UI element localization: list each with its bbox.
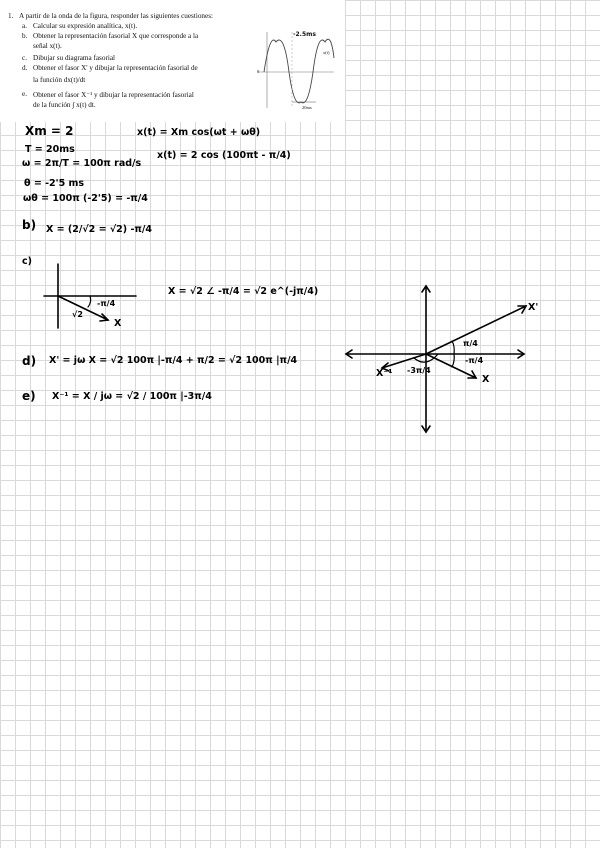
item-letter: b. — [22, 32, 28, 40]
item-letter: e. — [22, 90, 27, 98]
c-magnitude-label: √2 — [72, 310, 83, 319]
c-vector-label: X — [114, 318, 122, 329]
item-text: señal x(t). — [33, 42, 62, 50]
note-omega: ω = 2π/T = 100π rad/s — [22, 158, 142, 169]
diagram-x-label: X — [482, 374, 490, 385]
answer-e: X⁻¹ = X / jω = √2 / 100π |-3π/4 — [52, 391, 212, 402]
item-text: Obtener el fasor X' y dibujar la representación fasorial de — [33, 64, 198, 72]
item-text: de la función ∫ x(t) dt. — [33, 101, 96, 109]
note-period: T = 20ms — [25, 144, 75, 155]
item-text: Obtener el fasor X⁻¹ y dibujar la representación fasorial — [33, 91, 194, 99]
label-c: c) — [22, 256, 32, 267]
item-text: la función dx(t)/dt — [33, 76, 86, 84]
answer-d: X' = jω X = √2 100π |-π/4 + π/2 = √2 100π |π/4 — [49, 355, 298, 366]
note-omega-theta: ωθ = 100π (-2'5) = -π/4 — [23, 193, 148, 204]
label-b: b) — [22, 218, 37, 232]
item-text: Calcular su expresión analítica, x(t). — [33, 22, 138, 30]
diagram-pi4-label: π/4 — [463, 339, 478, 348]
item-letter: c. — [22, 54, 27, 62]
label-e: e) — [22, 389, 36, 403]
diagram-m3pi4-label: -3π/4 — [407, 366, 431, 375]
item-letter: d. — [22, 64, 28, 72]
figure-peak-label: -2.5ms — [293, 31, 316, 38]
problem-number: 1. — [8, 12, 14, 20]
diagram-xprime-label: X' — [528, 302, 539, 313]
waveform-figure — [256, 28, 336, 110]
diagram-xinv-label: X⁻¹ — [376, 368, 393, 379]
figure-y-label: x(t) — [323, 50, 330, 55]
problem-statement — [0, 0, 345, 122]
answer-c: X = √2 ∠ -π/4 = √2 e^(-jπ/4) — [168, 286, 319, 297]
note-xm: Xm = 2 — [25, 124, 74, 138]
note-theta: θ = -2'5 ms — [24, 178, 85, 189]
c-angle-label: -π/4 — [97, 299, 116, 308]
diagram-mpi4-label: -π/4 — [465, 356, 484, 365]
problem-intro: A partir de la onda de la figura, responder las siguientes cuestiones: — [19, 12, 214, 20]
note-xt-general: x(t) = Xm cos(ωt + ωθ) — [137, 127, 261, 138]
item-text: Dibujar su diagrama fasorial — [33, 54, 116, 62]
figure-zero-label: 0 — [257, 69, 260, 74]
note-xt-specific: x(t) = 2 cos (100πt - π/4) — [157, 150, 291, 161]
answer-b: X = (2/√2 = √2) -π/4 — [46, 224, 152, 235]
item-text: Obtener la representación fasorial X que corresponde a la — [33, 32, 199, 40]
label-d: d) — [22, 354, 37, 368]
figure-period-label: 20ms — [302, 105, 312, 110]
item-letter: a. — [22, 22, 27, 30]
sine-curve — [264, 39, 334, 103]
phasor-diagram-c — [40, 262, 150, 337]
